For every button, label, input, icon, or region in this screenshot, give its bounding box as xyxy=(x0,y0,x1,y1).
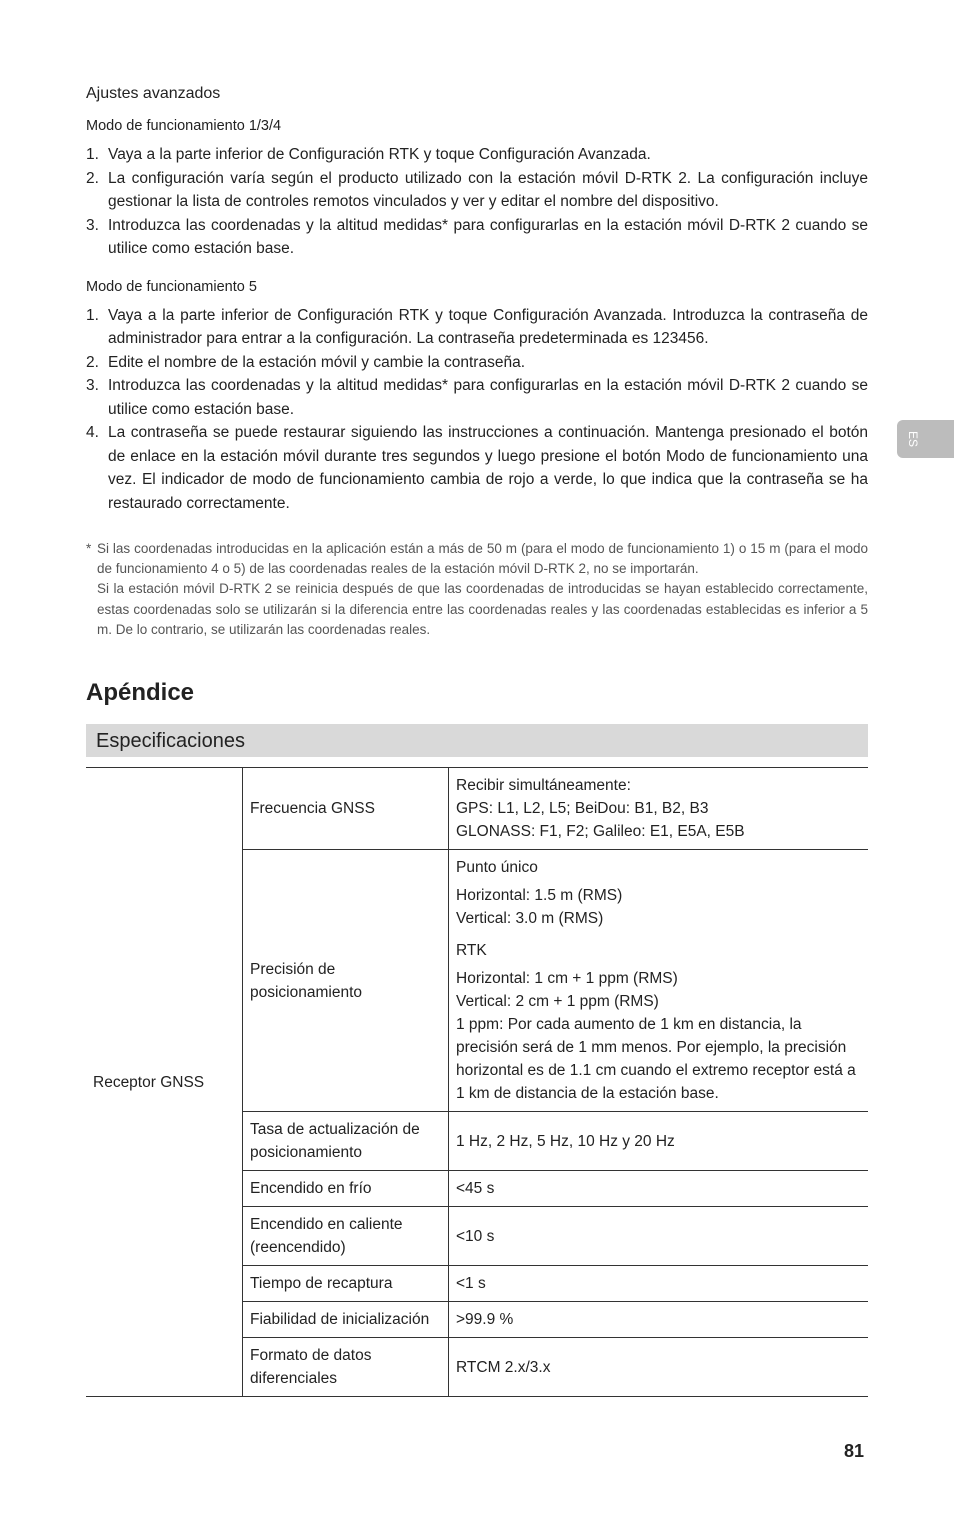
mode-134-title: Modo de funcionamiento 1/3/4 xyxy=(86,118,282,134)
list-item: 2. La configuración varía según el producto utilizado con la estación móvil D-RTK 2. La configuración incluye gestionar la lista de controles remotos vinculados y ver y editar el nombre del dispositivo. xyxy=(86,169,868,210)
spec-value: Punto único Horizontal: 1.5 m (RMS) Vertical: 3.0 m (RMS) RTK Horizontal: 1 cm + 1 ppm (RMS) Vertical: 2 cm + 1 ppm (RMS) 1 ppm: Por cada aumento de 1 km en distancia, la precisión será de 1 mm menos. Por ejemplo, la precisión horizontal es de 1.1 cm cuando el extremo receptor está a 1 km de distancia de la estación base. xyxy=(449,850,869,1112)
spec-label: Precisión de posicionamiento xyxy=(243,850,449,1112)
page-content xyxy=(86,84,868,1397)
advanced-settings-title: Ajustes avanzados xyxy=(86,85,221,102)
table-row xyxy=(86,768,868,850)
spec-label: Tasa de actualización de posicionamiento xyxy=(243,1112,449,1171)
list-item: 1. Vaya a la parte inferior de Configuración RTK y toque Configuración Avanzada. xyxy=(86,146,651,163)
list-item: 2. Edite el nombre de la estación móvil y cambie la contraseña. xyxy=(86,353,525,371)
footnote-paragraph: Si las coordenadas introducidas en la aplicación están a más de 50 m (para el modo de funcionamiento 1) o 15 m (para el modo de funcionamiento 4 o 5) de las coordenadas reales de la estación móvil D-RTK 2, no se importarán. xyxy=(97,541,868,577)
spec-label: Tiempo de recaptura xyxy=(243,1266,449,1302)
specifications-header: Especificaciones xyxy=(86,724,868,757)
specifications-table xyxy=(86,767,868,1397)
list-item: 1. Vaya a la parte inferior de Configuración RTK y toque Configuración Avanzada. Introduzca la contraseña de administrador para entrar a la configuración. La contraseña predeterminada es 123456. xyxy=(86,306,868,347)
appendix-title: Apéndice xyxy=(86,679,195,707)
list-item: 4. La contraseña se puede restaurar siguiendo las instrucciones a continuación. Mantenga presionado el botón de enlace en la estación móvil durante tres segundos y luego presione el botón Modo de funcionamiento una vez. El indicador de modo de funcionamiento cambia de rojo a verde, lo que indica que la contraseña se ha restaurado correctamente. xyxy=(86,424,868,512)
spec-label: Formato de datos diferenciales xyxy=(243,1338,449,1397)
spec-value: <1 s xyxy=(449,1266,869,1302)
mode-134-steps xyxy=(86,143,868,261)
spec-label: Encendido en caliente (reencendido) xyxy=(243,1207,449,1266)
group-label: Receptor GNSS xyxy=(86,768,243,1397)
mode-5-title: Modo de funcionamiento 5 xyxy=(86,278,257,295)
spec-value: >99.9 % xyxy=(449,1302,869,1338)
mode-5-steps xyxy=(86,304,868,516)
list-item: 3. Introduzca las coordenadas y la altitud medidas* para configurarlas en la estación móvil D-RTK 2 cuando se utilice como estación base. xyxy=(86,216,868,257)
spec-label: Frecuencia GNSS xyxy=(243,768,449,850)
footnote: * Si las coordenadas introducidas en la aplicación están a más de 50 m (para el modo de funcionamiento 1) o 15 m (para el modo de funcionamiento 4 o 5) de las coordenadas reales de la estación móvil D-RTK 2, no se importarán. Si la estación móvil D-RTK 2 se reinicia después de que las coordenadas de introducidas se hayan establecido correctamente, estas coordenadas solo se utilizarán si la diferencia entre las coordenadas reales y las coordenadas establecidas es inferior a 5 m. De lo contrario, se utilizarán las coordenadas reales. xyxy=(86,539,868,640)
page-number: 81 xyxy=(844,1441,865,1461)
spec-value: 1 Hz, 2 Hz, 5 Hz, 10 Hz y 20 Hz xyxy=(449,1112,869,1171)
list-item: 3. Introduzca las coordenadas y la altitud medidas* para configurarlas en la estación móvil D-RTK 2 cuando se utilice como estación base. xyxy=(86,377,868,418)
spec-label: Fiabilidad de inicialización xyxy=(243,1302,449,1338)
spec-value: Recibir simultáneamente: GPS: L1, L2, L5; BeiDou: B1, B2, B3 GLONASS: F1, F2; Galileo: E1, E5A, E5B xyxy=(449,768,869,850)
spec-label: Encendido en frío xyxy=(243,1171,449,1207)
footnote-paragraph: Si la estación móvil D-RTK 2 se reinicia después de que las coordenadas de introducidas se hayan establecido correctamente, estas coordenadas solo se utilizarán si la diferencia entre las coordenadas reales y las coordenadas establecidas es inferior a 5 m. De lo contrario, se utilizarán las coordenadas reales. xyxy=(97,581,868,637)
spec-value: RTCM 2.x/3.x xyxy=(449,1338,869,1397)
spec-value: <10 s xyxy=(449,1207,869,1266)
language-tab-label: ES xyxy=(906,430,921,448)
spec-value: <45 s xyxy=(449,1171,869,1207)
language-tab xyxy=(897,420,954,458)
